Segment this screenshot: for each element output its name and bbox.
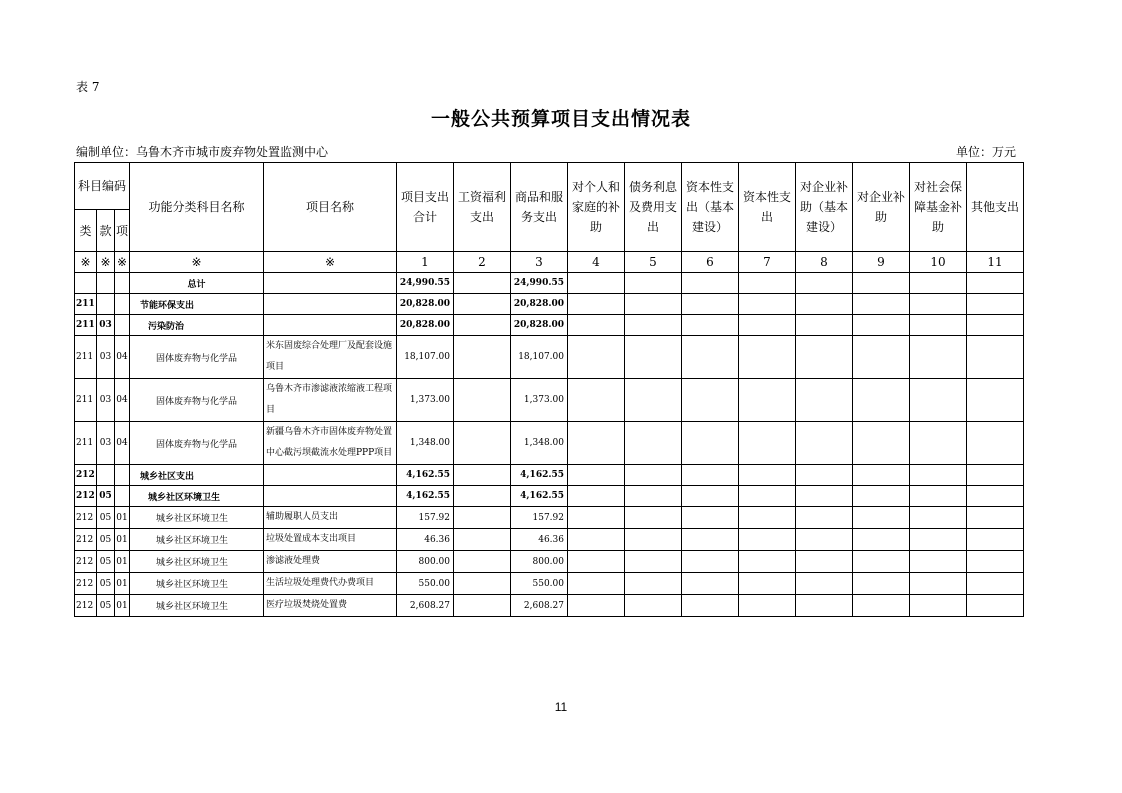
cell-enterprise-basic	[796, 315, 853, 336]
cell-other	[967, 507, 1024, 529]
cell-project-name	[264, 465, 397, 486]
table-number: 表 7	[76, 80, 100, 94]
table-row	[75, 273, 1024, 294]
cell-xiang	[115, 294, 130, 315]
cell-personal	[568, 486, 625, 507]
cell-kuan: 05	[97, 595, 115, 617]
cell-kuan: 05	[97, 486, 115, 507]
cell-other	[967, 465, 1024, 486]
cell-func-name: 总计	[130, 273, 264, 294]
cell-capital-basic	[682, 465, 739, 486]
cell-capital	[739, 595, 796, 617]
cell-personal	[568, 379, 625, 422]
cell-social	[910, 379, 967, 422]
cell-debt	[625, 529, 682, 551]
cell-func-name: 城乡社区环境卫生	[130, 573, 264, 595]
cell-social	[910, 336, 967, 379]
cell-project-name: 生活垃圾处理费代办费项目	[264, 573, 397, 595]
index-cell: 8	[796, 252, 853, 273]
cell-enterprise	[853, 294, 910, 315]
cell-project-name: 渗滤液处理费	[264, 551, 397, 573]
currency-unit: 单位：万元	[955, 145, 1016, 159]
index-cell: 11	[967, 252, 1024, 273]
cell-func-name: 城乡社区环境卫生	[130, 507, 264, 529]
cell-capital-basic	[682, 336, 739, 379]
cell-enterprise-basic	[796, 273, 853, 294]
cell-capital-basic	[682, 379, 739, 422]
index-cell: 3	[511, 252, 568, 273]
cell-project-name: 新疆乌鲁木齐市固体废弃物处置中心截污坝截流水处理PPP项目	[264, 422, 397, 465]
cell-xiang: 01	[115, 551, 130, 573]
header-enterprise: 对企业补助	[853, 163, 910, 252]
cell-social	[910, 465, 967, 486]
cell-lei: 212	[75, 573, 97, 595]
cell-total: 24,990.55	[397, 273, 454, 294]
table-row	[75, 379, 1024, 422]
cell-lei: 212	[75, 507, 97, 529]
cell-personal	[568, 529, 625, 551]
cell-kuan: 05	[97, 529, 115, 551]
cell-total: 1,373.00	[397, 379, 454, 422]
cell-enterprise	[853, 379, 910, 422]
cell-xiang	[115, 273, 130, 294]
cell-total: 20,828.00	[397, 315, 454, 336]
cell-goods: 24,990.55	[511, 273, 568, 294]
cell-func-name: 城乡社区支出	[130, 465, 264, 486]
cell-goods: 1,373.00	[511, 379, 568, 422]
cell-enterprise	[853, 422, 910, 465]
cell-capital	[739, 315, 796, 336]
header-code-group: 科目编码	[75, 163, 130, 210]
cell-other	[967, 273, 1024, 294]
cell-wages	[454, 273, 511, 294]
cell-other	[967, 336, 1024, 379]
cell-debt	[625, 551, 682, 573]
cell-social	[910, 529, 967, 551]
cell-goods: 4,162.55	[511, 486, 568, 507]
cell-wages	[454, 573, 511, 595]
cell-lei: 212	[75, 551, 97, 573]
cell-xiang: 04	[115, 336, 130, 379]
cell-social	[910, 507, 967, 529]
header-wages: 工资福利支出	[454, 163, 511, 252]
cell-capital	[739, 422, 796, 465]
cell-other	[967, 551, 1024, 573]
cell-enterprise-basic	[796, 465, 853, 486]
cell-personal	[568, 507, 625, 529]
cell-enterprise	[853, 573, 910, 595]
cell-kuan: 05	[97, 507, 115, 529]
cell-total: 20,828.00	[397, 294, 454, 315]
cell-other	[967, 486, 1024, 507]
cell-xiang: 01	[115, 573, 130, 595]
cell-lei: 212	[75, 465, 97, 486]
cell-personal	[568, 336, 625, 379]
cell-wages	[454, 336, 511, 379]
header-capital-basic: 资本性支出（基本建设）	[682, 163, 739, 252]
cell-enterprise	[853, 507, 910, 529]
cell-func-name: 固体废弃物与化学品	[130, 422, 264, 465]
header-total: 项目支出合计	[397, 163, 454, 252]
compiling-unit: 编制单位：乌鲁木齐市城市废弃物处置监测中心	[76, 145, 329, 159]
cell-lei: 211	[75, 422, 97, 465]
cell-wages	[454, 551, 511, 573]
cell-capital-basic	[682, 529, 739, 551]
cell-enterprise	[853, 465, 910, 486]
header-capital: 资本性支出	[739, 163, 796, 252]
cell-lei: 211	[75, 336, 97, 379]
header-goods: 商品和服务支出	[511, 163, 568, 252]
cell-personal	[568, 273, 625, 294]
cell-debt	[625, 294, 682, 315]
cell-total: 800.00	[397, 551, 454, 573]
cell-social	[910, 551, 967, 573]
cell-enterprise-basic	[796, 336, 853, 379]
cell-xiang: 01	[115, 595, 130, 617]
index-cell: ※	[115, 252, 130, 273]
cell-debt	[625, 273, 682, 294]
cell-debt	[625, 507, 682, 529]
cell-xiang: 01	[115, 507, 130, 529]
cell-xiang: 04	[115, 422, 130, 465]
cell-enterprise-basic	[796, 529, 853, 551]
table-row	[75, 529, 1024, 551]
cell-kuan	[97, 273, 115, 294]
cell-debt	[625, 422, 682, 465]
header-lei: 类	[75, 210, 97, 252]
index-cell: 7	[739, 252, 796, 273]
cell-enterprise-basic	[796, 573, 853, 595]
table-row	[75, 422, 1024, 465]
cell-enterprise	[853, 529, 910, 551]
index-cell: ※	[97, 252, 115, 273]
header-xiang: 项	[115, 210, 130, 252]
cell-func-name: 城乡社区环境卫生	[130, 595, 264, 617]
cell-lei: 212	[75, 529, 97, 551]
cell-capital-basic	[682, 315, 739, 336]
index-cell: 10	[910, 252, 967, 273]
cell-wages	[454, 379, 511, 422]
header-other: 其他支出	[967, 163, 1024, 252]
table-row	[75, 465, 1024, 486]
cell-goods: 550.00	[511, 573, 568, 595]
cell-social	[910, 573, 967, 595]
index-cell: 6	[682, 252, 739, 273]
cell-kuan: 05	[97, 551, 115, 573]
cell-goods: 18,107.00	[511, 336, 568, 379]
cell-enterprise-basic	[796, 294, 853, 315]
cell-func-name: 城乡社区环境卫生	[130, 551, 264, 573]
table-row	[75, 336, 1024, 379]
cell-social	[910, 315, 967, 336]
cell-capital-basic	[682, 294, 739, 315]
cell-personal	[568, 551, 625, 573]
cell-debt	[625, 486, 682, 507]
index-cell: ※	[75, 252, 97, 273]
cell-capital-basic	[682, 486, 739, 507]
cell-lei: 212	[75, 595, 97, 617]
cell-enterprise	[853, 336, 910, 379]
cell-capital-basic	[682, 507, 739, 529]
cell-total: 1,348.00	[397, 422, 454, 465]
table-row	[75, 294, 1024, 315]
cell-project-name	[264, 294, 397, 315]
cell-capital-basic	[682, 573, 739, 595]
cell-goods: 800.00	[511, 551, 568, 573]
cell-enterprise	[853, 486, 910, 507]
header-kuan: 款	[97, 210, 115, 252]
cell-kuan: 03	[97, 422, 115, 465]
table-row	[75, 507, 1024, 529]
cell-func-name: 城乡社区环境卫生	[130, 529, 264, 551]
cell-capital	[739, 551, 796, 573]
cell-project-name	[264, 315, 397, 336]
cell-wages	[454, 507, 511, 529]
cell-capital	[739, 273, 796, 294]
cell-personal	[568, 573, 625, 595]
index-cell: 5	[625, 252, 682, 273]
cell-lei: 211	[75, 294, 97, 315]
cell-project-name: 垃圾处置成本支出项目	[264, 529, 397, 551]
cell-capital	[739, 294, 796, 315]
cell-capital	[739, 379, 796, 422]
cell-social	[910, 273, 967, 294]
cell-capital	[739, 573, 796, 595]
cell-total: 18,107.00	[397, 336, 454, 379]
cell-wages	[454, 529, 511, 551]
cell-func-name: 节能环保支出	[130, 294, 264, 315]
index-cell: 1	[397, 252, 454, 273]
cell-xiang: 01	[115, 529, 130, 551]
index-cell: ※	[130, 252, 264, 273]
cell-other	[967, 595, 1024, 617]
cell-func-name: 城乡社区环境卫生	[130, 486, 264, 507]
cell-social	[910, 486, 967, 507]
cell-capital	[739, 507, 796, 529]
index-cell: 4	[568, 252, 625, 273]
cell-debt	[625, 595, 682, 617]
cell-capital-basic	[682, 551, 739, 573]
cell-kuan: 03	[97, 379, 115, 422]
cell-debt	[625, 573, 682, 595]
cell-goods: 4,162.55	[511, 465, 568, 486]
cell-func-name: 固体废弃物与化学品	[130, 379, 264, 422]
cell-other	[967, 379, 1024, 422]
cell-project-name: 乌鲁木齐市渗滤液浓缩液工程项目	[264, 379, 397, 422]
cell-wages	[454, 315, 511, 336]
cell-enterprise-basic	[796, 486, 853, 507]
cell-enterprise-basic	[796, 422, 853, 465]
cell-lei	[75, 273, 97, 294]
cell-kuan	[97, 465, 115, 486]
cell-debt	[625, 315, 682, 336]
cell-capital	[739, 336, 796, 379]
cell-capital-basic	[682, 422, 739, 465]
cell-enterprise-basic	[796, 507, 853, 529]
cell-wages	[454, 465, 511, 486]
cell-other	[967, 422, 1024, 465]
cell-project-name: 米东固废综合处理厂及配套设施项目	[264, 336, 397, 379]
cell-kuan: 03	[97, 336, 115, 379]
cell-kuan	[97, 294, 115, 315]
table-row	[75, 315, 1024, 336]
cell-capital-basic	[682, 595, 739, 617]
cell-lei: 211	[75, 315, 97, 336]
cell-wages	[454, 294, 511, 315]
header-debt: 债务利息及费用支出	[625, 163, 682, 252]
cell-capital-basic	[682, 273, 739, 294]
cell-total: 550.00	[397, 573, 454, 595]
cell-goods: 46.36	[511, 529, 568, 551]
cell-func-name: 污染防治	[130, 315, 264, 336]
cell-total: 157.92	[397, 507, 454, 529]
page-title: 一般公共预算项目支出情况表	[430, 108, 691, 130]
cell-xiang	[115, 315, 130, 336]
cell-wages	[454, 422, 511, 465]
page-number: 11	[554, 700, 568, 714]
cell-personal	[568, 294, 625, 315]
cell-capital	[739, 465, 796, 486]
table-row	[75, 551, 1024, 573]
cell-xiang: 04	[115, 379, 130, 422]
cell-project-name: 医疗垃圾焚烧处置费	[264, 595, 397, 617]
cell-wages	[454, 486, 511, 507]
header-project-name: 项目名称	[264, 163, 397, 252]
cell-goods: 2,608.27	[511, 595, 568, 617]
cell-personal	[568, 465, 625, 486]
cell-other	[967, 573, 1024, 595]
cell-social	[910, 294, 967, 315]
cell-other	[967, 315, 1024, 336]
cell-kuan: 05	[97, 573, 115, 595]
index-row	[75, 252, 1024, 273]
cell-enterprise-basic	[796, 379, 853, 422]
cell-enterprise-basic	[796, 595, 853, 617]
cell-social	[910, 422, 967, 465]
cell-total: 4,162.55	[397, 486, 454, 507]
index-cell: 9	[853, 252, 910, 273]
cell-total: 4,162.55	[397, 465, 454, 486]
cell-enterprise	[853, 595, 910, 617]
budget-table	[74, 162, 1024, 617]
cell-capital	[739, 486, 796, 507]
header-enterprise-basic: 对企业补助（基本建设）	[796, 163, 853, 252]
cell-enterprise-basic	[796, 551, 853, 573]
cell-personal	[568, 595, 625, 617]
index-cell: 2	[454, 252, 511, 273]
cell-goods: 20,828.00	[511, 294, 568, 315]
cell-goods: 157.92	[511, 507, 568, 529]
cell-social	[910, 595, 967, 617]
cell-enterprise	[853, 315, 910, 336]
cell-debt	[625, 379, 682, 422]
header-func-name: 功能分类科目名称	[130, 163, 264, 252]
cell-other	[967, 294, 1024, 315]
table-row	[75, 573, 1024, 595]
header-personal: 对个人和家庭的补助	[568, 163, 625, 252]
cell-goods: 20,828.00	[511, 315, 568, 336]
cell-project-name	[264, 273, 397, 294]
cell-debt	[625, 465, 682, 486]
cell-project-name: 辅助履职人员支出	[264, 507, 397, 529]
cell-lei: 211	[75, 379, 97, 422]
index-cell: ※	[264, 252, 397, 273]
cell-kuan: 03	[97, 315, 115, 336]
cell-xiang	[115, 486, 130, 507]
cell-lei: 212	[75, 486, 97, 507]
cell-project-name	[264, 486, 397, 507]
cell-xiang	[115, 465, 130, 486]
cell-debt	[625, 336, 682, 379]
cell-personal	[568, 315, 625, 336]
cell-wages	[454, 595, 511, 617]
cell-personal	[568, 422, 625, 465]
cell-func-name: 固体废弃物与化学品	[130, 336, 264, 379]
table-row	[75, 595, 1024, 617]
cell-total: 46.36	[397, 529, 454, 551]
table-row	[75, 486, 1024, 507]
cell-other	[967, 529, 1024, 551]
cell-enterprise	[853, 273, 910, 294]
cell-enterprise	[853, 551, 910, 573]
cell-capital	[739, 529, 796, 551]
cell-total: 2,608.27	[397, 595, 454, 617]
header-social: 对社会保障基金补助	[910, 163, 967, 252]
cell-goods: 1,348.00	[511, 422, 568, 465]
